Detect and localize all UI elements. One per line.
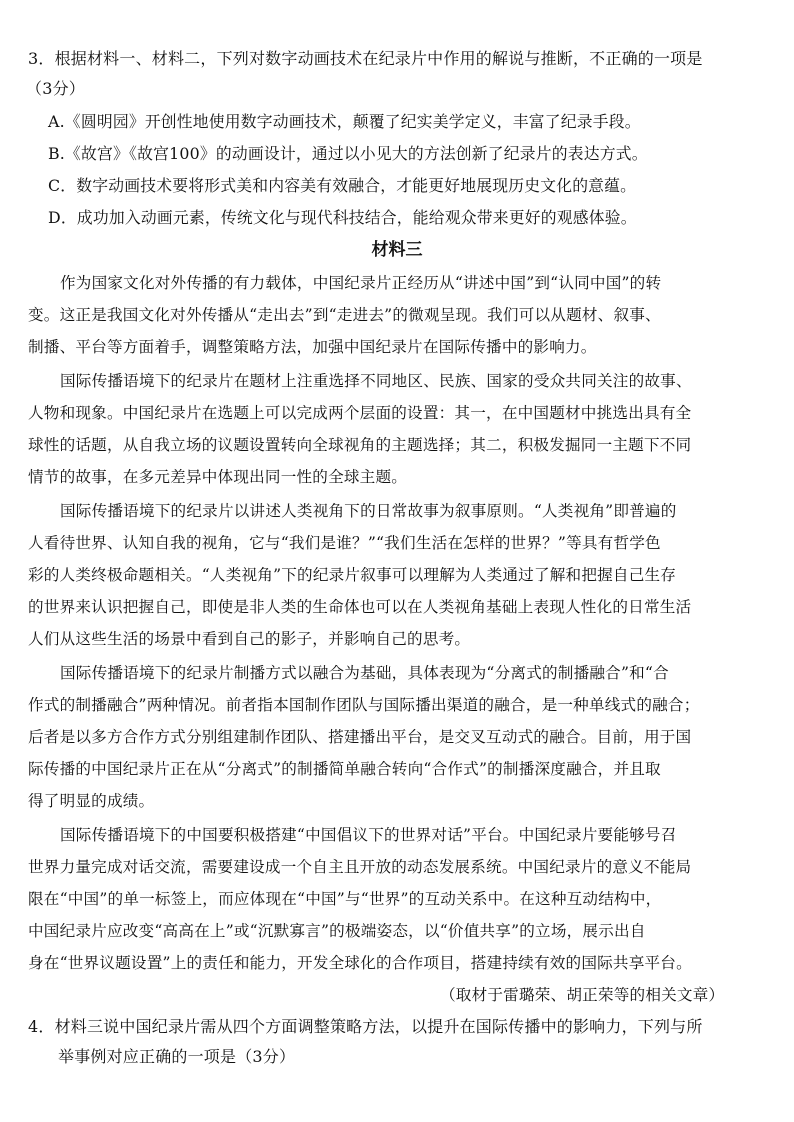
material-3-line-20: 限在“中国”的单一标签上，而应体现在“中国”与“世界”的互动关系中。在这种互动结构中， (28, 890, 662, 908)
question-3-option-b: B.《故宫》《故宫100》的动画设计，通过以小见大的方法创新了纪录片的表达方式。 (48, 144, 648, 163)
material-3-line-3: 制播、平台等方面着手，调整策略方法，加强中国纪录片在国际传播中的影响力。 (28, 338, 597, 356)
material-3-line-7: 情节的故事，在多元差异中体现出同一性的全球主题。 (28, 468, 408, 486)
material-3-line-13: 国际传播语境下的纪录片制播方式以融合为基础，具体表现为“分离式的制播融合”和“合 (60, 664, 669, 682)
material-3-line-19: 世界力量完成对话交流，需要建设成一个自主且开放的动态发展系统。中国纪录片的意义不能局 (28, 858, 692, 876)
material-3-line-10: 彩的人类终极命题相关。“人类视角”下的纪录片叙事可以理解为人类通过了解和把握自己生存 (28, 566, 677, 584)
question-4-stem-line-1: 4．材料三说中国纪录片需从四个方面调整策略方法，以提升在国际传播中的影响力，下列与所 (28, 1017, 703, 1036)
material-3-line-17: 得了明显的成绩。 (28, 792, 155, 810)
material-3-line-8: 国际传播语境下的纪录片以讲述人类视角下的日常故事为叙事原则。“人类视角”即普遍的 (60, 502, 677, 520)
material-3-line-4: 国际传播语境下的纪录片在题材上注重选择不同地区、民族、国家的受众共同关注的故事、 (60, 372, 692, 390)
material-3-line-6: 球性的话题，从自我立场的议题设置转向全球视角的主题选择；其二，积极发掘同一主题下不同 (28, 436, 692, 454)
question-3-option-c: C．数字动画技术要将形式美和内容美有效融合，才能更好地展现历史文化的意蕴。 (48, 176, 637, 195)
material-3-line-5: 人物和现象。中国纪录片在选题上可以完成两个层面的设置：其一，在中国题材中挑选出具有全 (28, 404, 692, 422)
question-3-option-d: D．成功加入动画元素，传统文化与现代科技结合，能给观众带来更好的观感体验。 (48, 208, 637, 227)
material-3-line-16: 际传播的中国纪录片正在从“分离式”的制播简单融合转向“合作式”的制播深度融合，并且取 (28, 760, 661, 778)
question-4-stem-line-2: 举事例对应正确的一项是（3分） (58, 1047, 296, 1066)
material-3-line-15: 后者是以多方合作方式分别组建制作团队、搭建播出平台，是交叉互动式的融合。目前，用于国 (28, 728, 692, 746)
question-3-stem-line-2: （3分） (26, 79, 85, 98)
material-3-line-1: 作为国家文化对外传播的有力载体，中国纪录片正经历从“讲述中国”到“认同中国”的转 (60, 274, 662, 292)
material-3-line-18: 国际传播语境下的中国要积极搭建“中国倡议下的世界对话”平台。中国纪录片要能够号召 (60, 826, 677, 844)
material-3-line-21: 中国纪录片应改变“高高在上”或“沉默寡言”的极端姿态，以“价值共享”的立场，展示出自 (28, 922, 646, 940)
material-3-line-12: 人们从这些生活的场景中看到自己的影子，并影响自己的思考。 (28, 630, 471, 648)
material-3-line-9: 人看待世界、认知自我的视角，它与“我们是谁？”“我们生活在怎样的世界？”等具有哲学色 (28, 534, 661, 552)
question-3-stem-line-1: 3．根据材料一、材料二，下列对数字动画技术在纪录片中作用的解说与推断，不正确的一项是 (28, 49, 703, 68)
material-3-source: （取材于雷璐荣、胡正荣等的相关文章） (440, 986, 725, 1004)
material-3-line-22: 身在“世界议题设置”上的责任和能力，开发全球化的合作项目，搭建持续有效的国际共享平台。 (28, 954, 692, 972)
question-3-option-a: A.《圆明园》开创性地使用数字动画技术，颠覆了纪实美学定义，丰富了纪录手段。 (48, 112, 641, 131)
material-3-line-11: 的世界来认识把握自己，即使是非人类的生命体也可以在人类视角基础上表现人性化的日常生活 (28, 598, 692, 616)
material-3-line-2: 变。这正是我国文化对外传播从“走出去”到“走进去”的微观呈现。我们可以从题材、叙事、 (28, 306, 661, 324)
material-3-title: 材料三 (371, 240, 423, 260)
material-3-line-14: 作式的制播融合”两种情况。前者指本国制作团队与国际播出渠道的融合，是一种单线式的融合； (28, 696, 700, 714)
